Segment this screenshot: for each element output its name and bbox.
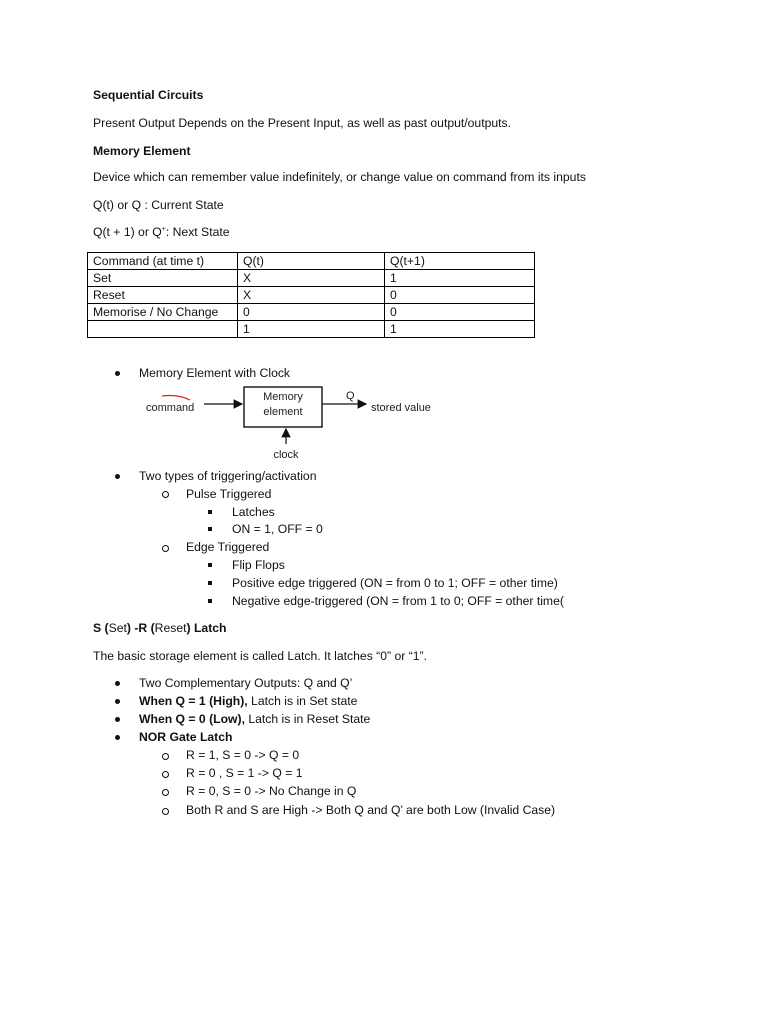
table-cell: 1 (238, 321, 385, 338)
table-header-row (88, 253, 535, 270)
bullet-dot-icon (115, 474, 120, 479)
sr-when-high (139, 694, 357, 708)
table-row (88, 321, 535, 338)
bullet-square-icon (208, 527, 212, 531)
memory-element-diagram (140, 384, 460, 464)
bullet-memory-clock: Memory Element with Clock (139, 366, 291, 380)
table-cell: 0 (238, 304, 385, 321)
sr-outputs: Two Complementary Outputs: Q and Q’ (139, 676, 353, 690)
bullet-circle-icon (162, 753, 169, 760)
table-cell: Memorise / No Change (88, 304, 238, 321)
heading-sequential-circuits: Sequential Circuits (93, 88, 204, 102)
nor-item: R = 0, S = 0 -> No Change in Q (186, 784, 357, 798)
bullet-dot-icon (115, 371, 120, 376)
bullet-dot-icon (115, 735, 120, 740)
table-cell: 0 (385, 287, 535, 304)
diagram-command-label: command (146, 402, 195, 414)
table-cell: 0 (385, 304, 535, 321)
bullet-circle-icon (162, 808, 169, 815)
bullet-circle-icon (162, 491, 169, 498)
nor-item: R = 0 , S = 1 -> Q = 1 (186, 766, 303, 780)
sr-r: -R (134, 621, 148, 635)
sr-when-low-rest: Latch is in Reset State (244, 712, 371, 726)
edge-triggered: Edge Triggered (186, 540, 270, 554)
table-cell: Reset (88, 287, 238, 304)
diagram-box-line2: element (263, 406, 303, 418)
basic-storage-text: The basic storage element is called Latch. It latches “0” or “1”. (93, 649, 427, 663)
table-cell: X (238, 287, 385, 304)
red-annotation-mark (162, 396, 190, 401)
next-state-text (93, 225, 230, 239)
triggering-title: Two types of triggering/activation (139, 469, 317, 483)
diagram-stored-value-label: stored value (371, 402, 431, 414)
bullet-dot-icon (115, 699, 120, 704)
pulse-item: Latches (232, 505, 275, 519)
sr-when-low-bold: When Q = 0 (Low), (139, 712, 245, 726)
sr-when-high-rest: Latch is in Set state (247, 694, 358, 708)
sr-s: S (93, 621, 102, 635)
sr-reset: Reset (154, 621, 187, 635)
table-header-cell: Q(t+1) (385, 253, 535, 270)
table-cell: 1 (385, 270, 535, 287)
next-state-prefix: Q(t + 1) or Q (93, 225, 162, 239)
table-row (88, 304, 535, 321)
bullet-dot-icon (115, 681, 120, 686)
table-header-cell: Q(t) (238, 253, 385, 270)
heading-memory-element: Memory Element (93, 144, 191, 158)
edge-item: Flip Flops (232, 558, 285, 572)
bullet-square-icon (208, 581, 212, 585)
diagram-q-label: Q (346, 390, 355, 402)
bullet-dot-icon (115, 717, 120, 722)
bullet-circle-icon (162, 789, 169, 796)
edge-item: Negative edge-triggered (ON = from 1 to 0; OFF = other time( (232, 594, 564, 608)
table-row (88, 287, 535, 304)
diagram-box-line1: Memory (263, 391, 303, 403)
table-cell (88, 321, 238, 338)
table-row (88, 270, 535, 287)
pulse-triggered: Pulse Triggered (186, 487, 272, 501)
bullet-square-icon (208, 510, 212, 514)
table-header-cell: Command (at time t) (88, 253, 238, 270)
nor-gate-latch: NOR Gate Latch (139, 730, 233, 744)
truth-table (87, 252, 535, 338)
sr-when-low (139, 712, 370, 726)
table-cell: 1 (385, 321, 535, 338)
next-state-suffix: : Next State (165, 225, 230, 239)
current-state-text: Q(t) or Q : Current State (93, 198, 224, 212)
sr-latch: Latch (193, 621, 227, 635)
table-cell: X (238, 270, 385, 287)
pulse-item: ON = 1, OFF = 0 (232, 522, 323, 536)
bullet-circle-icon (162, 771, 169, 778)
bullet-square-icon (208, 563, 212, 567)
edge-item: Positive edge triggered (ON = from 0 to 1; OFF = other time) (232, 576, 558, 590)
intro-text: Present Output Depends on the Present Input, as well as past output/outputs. (93, 116, 512, 130)
bullet-square-icon (208, 599, 212, 603)
sr-latch-heading: S (Set) -R (Reset) Latch (93, 621, 227, 635)
table-cell: Set (88, 270, 238, 287)
sr-set: Set (108, 621, 127, 635)
nor-item: R = 1, S = 0 -> Q = 0 (186, 748, 300, 762)
next-state-sup: + (161, 226, 166, 233)
memory-description: Device which can remember value indefinitely, or change value on command from its inputs (93, 170, 586, 184)
diagram-clock-label: clock (273, 449, 299, 461)
sr-when-high-bold: When Q = 1 (High), (139, 694, 248, 708)
nor-item: Both R and S are High -> Both Q and Q’ are both Low (Invalid Case) (186, 803, 556, 817)
bullet-circle-icon (162, 545, 169, 552)
